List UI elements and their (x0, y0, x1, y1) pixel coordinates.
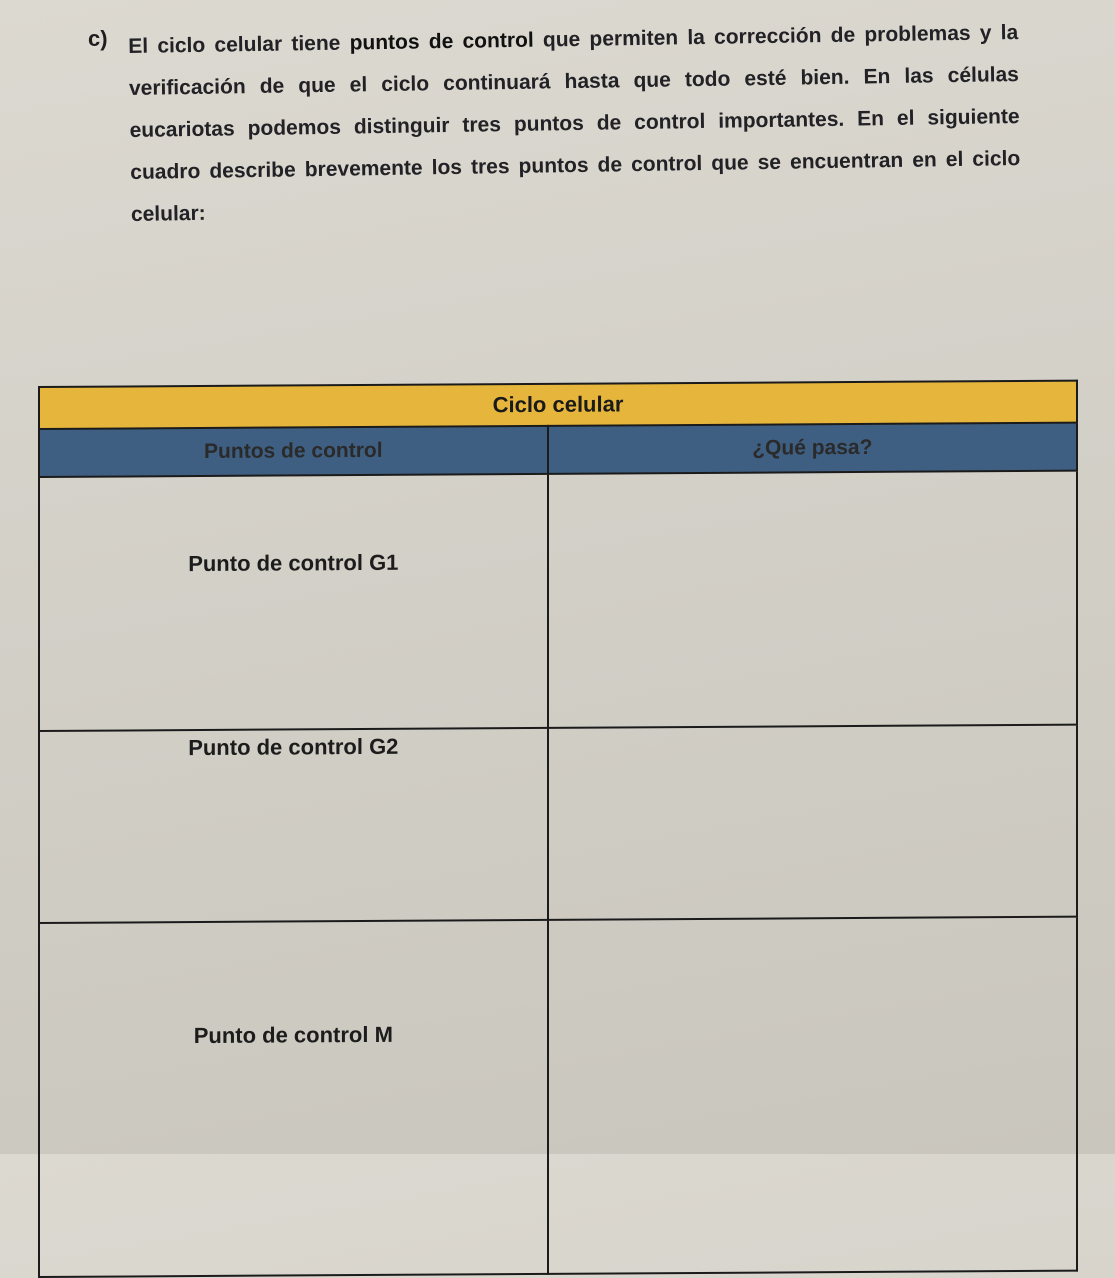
column-header-what-happens: ¿Qué pasa? (548, 423, 1077, 474)
answer-cell-g1[interactable] (548, 471, 1077, 728)
question-text-bold: puntos de control (349, 28, 534, 55)
table-row (39, 471, 1077, 731)
question-text-part2: que permiten la corrección de problemas y la verificación de que el ciclo continuará hasta que todo esté bien. En las células eucariotas podemos distinguir tres puntos de control importantes. En el siguiente cuadro describe brevemente los tres puntos de control que se encuentran en el ciclo celular: (128, 21, 1021, 226)
table-title-row (39, 381, 1077, 429)
column-header-checkpoints: Puntos de control (39, 426, 548, 477)
checkpoint-label-m: Punto de control M (39, 920, 548, 1277)
checkpoint-label-g1: Punto de control G1 (39, 474, 548, 731)
question-block (88, 21, 1021, 236)
checkpoint-label-g2: Punto de control G2 (39, 728, 548, 923)
table-title: Ciclo celular (39, 381, 1077, 429)
cell-cycle-table-wrap (38, 380, 1078, 1278)
answer-cell-g2[interactable] (548, 725, 1077, 920)
cell-cycle-table (38, 380, 1078, 1278)
question-text (128, 12, 1021, 236)
answer-cell-m[interactable] (548, 917, 1077, 1274)
table-row (39, 917, 1077, 1277)
table-header-row (39, 423, 1077, 477)
table-row (39, 725, 1077, 923)
question-text-part1: El ciclo celular tiene (128, 31, 350, 58)
question-label: c) (88, 26, 108, 51)
